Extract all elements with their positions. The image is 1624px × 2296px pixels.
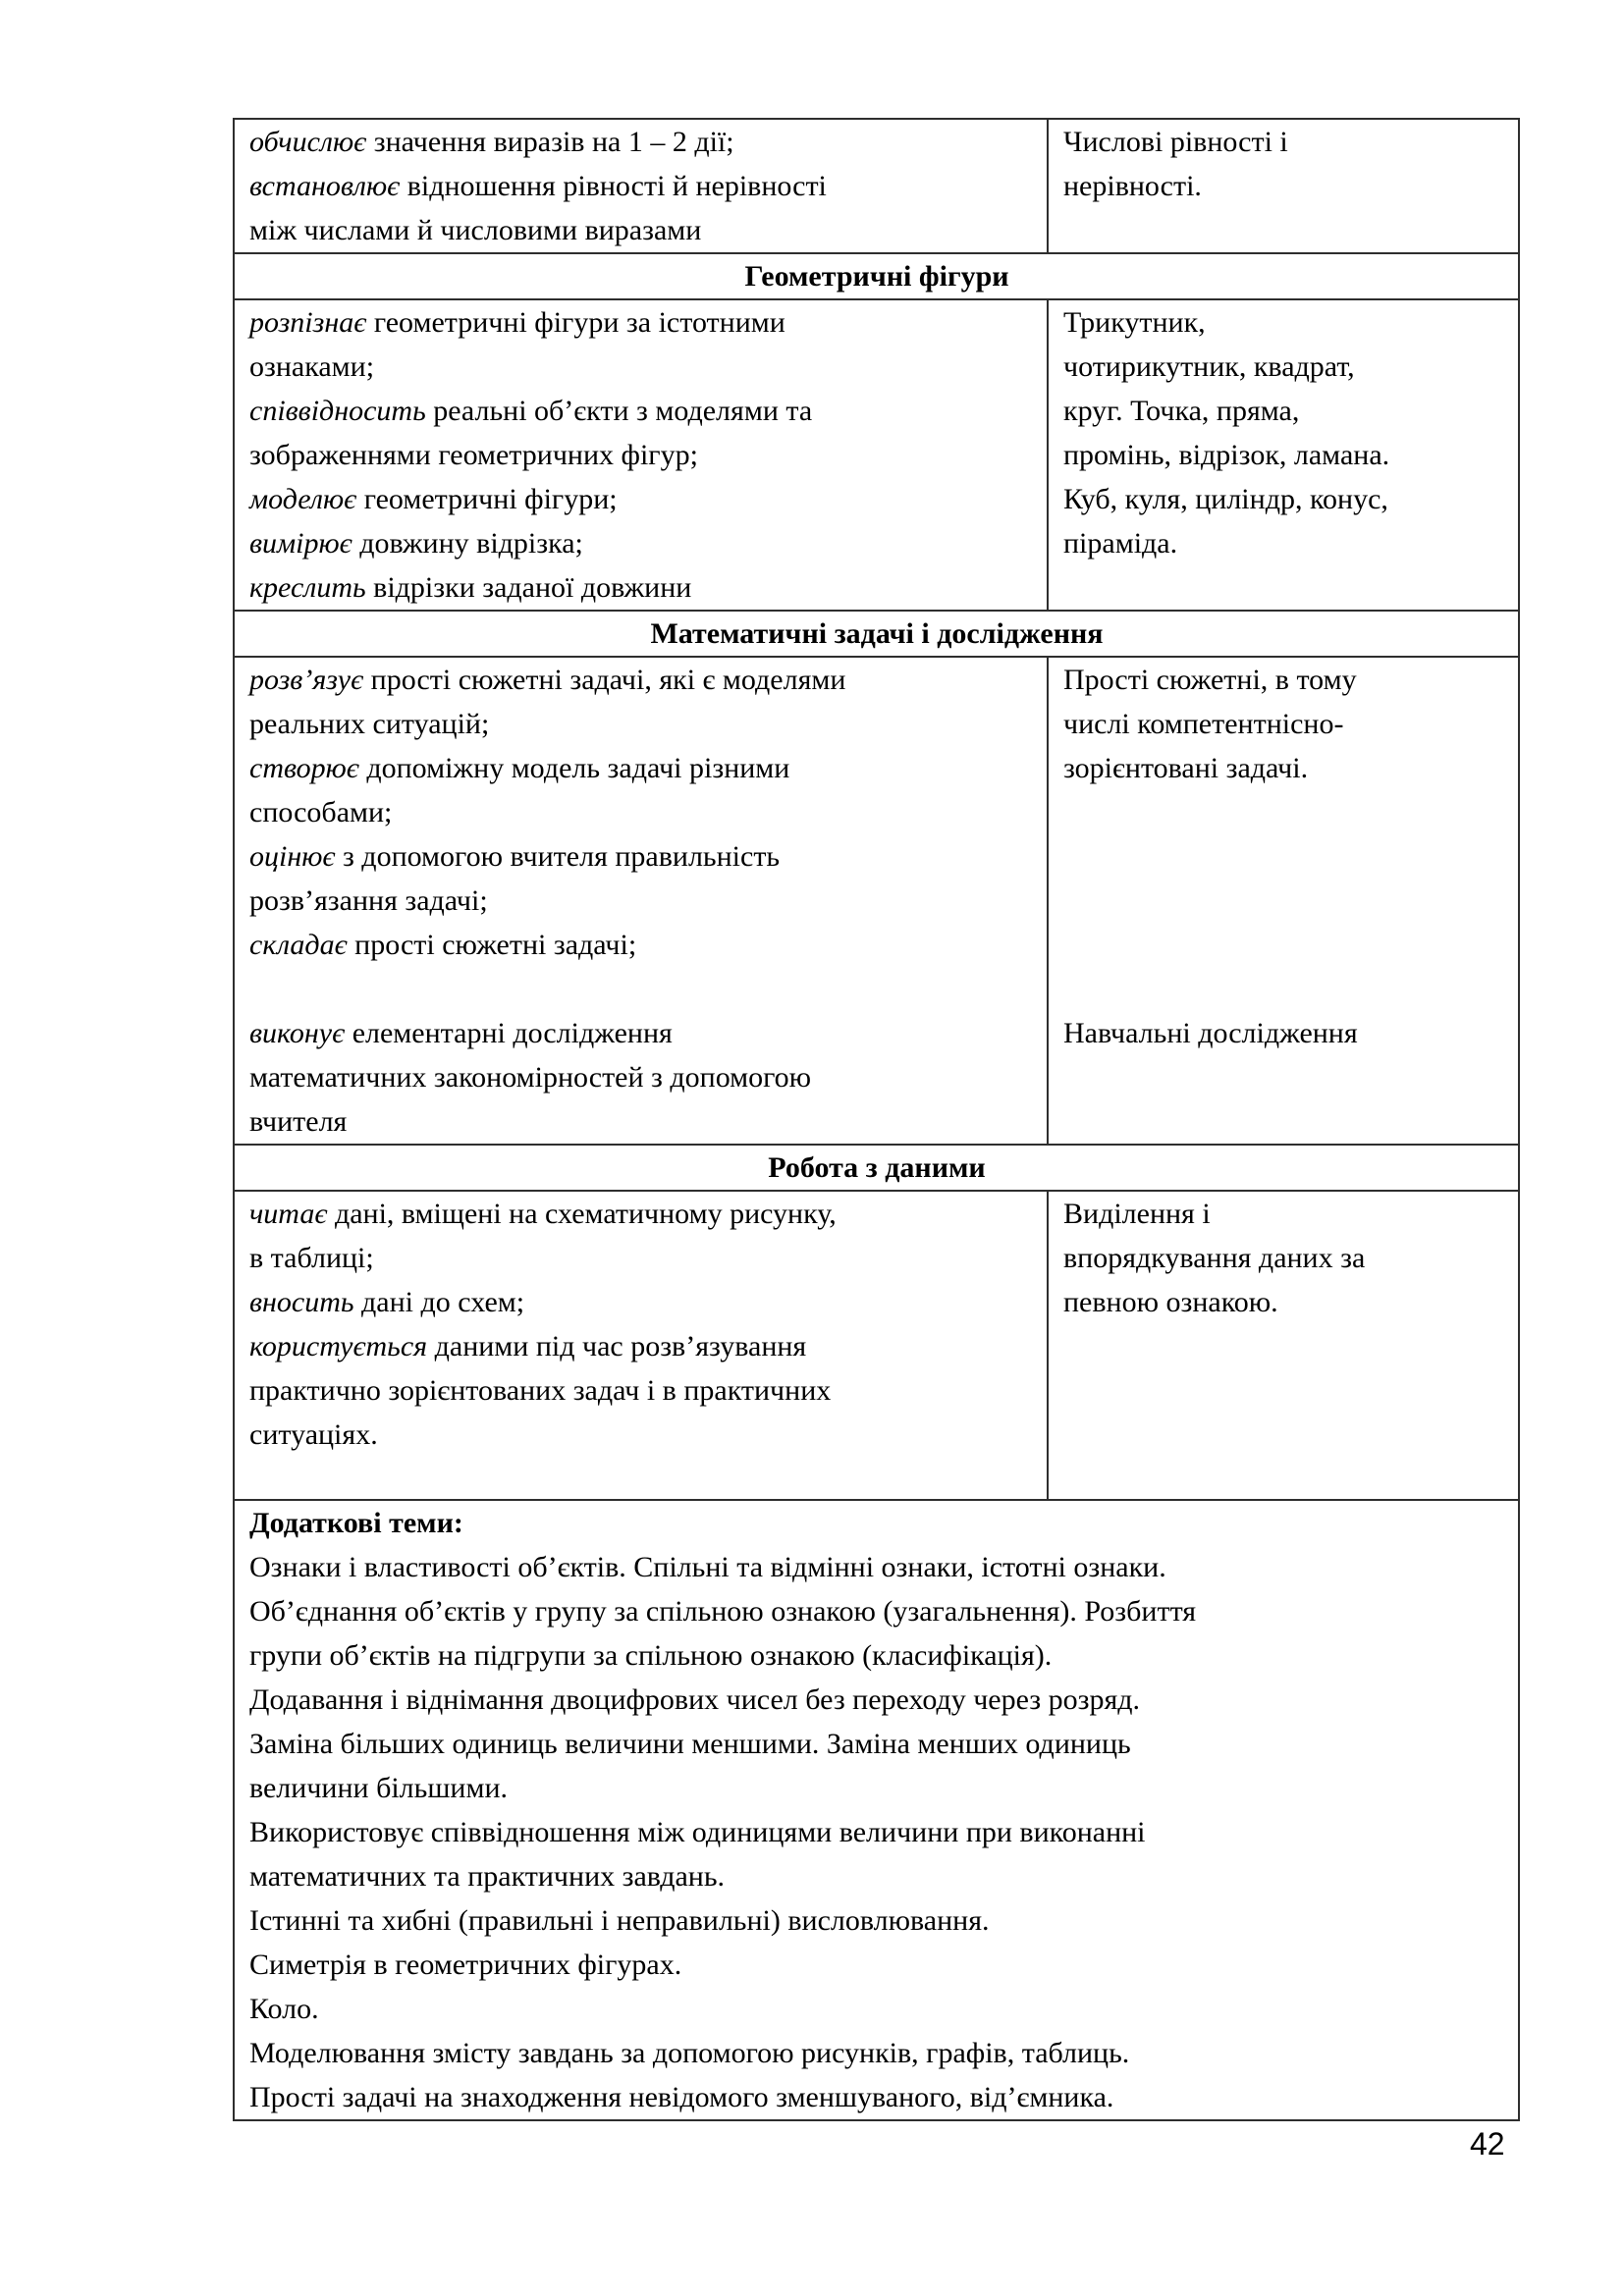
outcome-line: створює допоміжну модель задачі різними bbox=[249, 752, 790, 784]
additional-topic-line: Використовує співвідношення між одиницями величини при виконанні bbox=[249, 1816, 1146, 1848]
content-line: числі компетентнісно- bbox=[1063, 708, 1344, 740]
content-line bbox=[1063, 879, 1504, 923]
content-line: впорядкування даних за bbox=[1063, 1242, 1366, 1274]
outcome-line: розв’язує прості сюжетні задачі, які є моделями bbox=[249, 664, 846, 696]
outcome-line: моделює геометричні фігури; bbox=[249, 483, 618, 515]
action-verb: вносить bbox=[249, 1286, 354, 1318]
outcome-line: розпізнає геометричні фігури за істотними bbox=[249, 306, 785, 339]
action-verb: вимірює bbox=[249, 527, 352, 560]
additional-topics-cell bbox=[234, 1500, 1519, 2120]
additional-topic-line: Симетрія в геометричних фігурах. bbox=[249, 1949, 682, 1981]
outcome-line: вчителя bbox=[249, 1105, 348, 1138]
additional-topic-line: величини більшими. bbox=[249, 1772, 509, 1804]
content-line: чотирикутник, квадрат, bbox=[1063, 350, 1355, 383]
table-row bbox=[234, 1191, 1519, 1500]
outcome-line: між числами й числовими виразами bbox=[249, 214, 702, 246]
table-row bbox=[234, 119, 1519, 253]
content-line: Навчальні дослідження bbox=[1063, 1017, 1358, 1049]
action-verb: виконує bbox=[249, 1017, 346, 1049]
outcome-line: математичних закономірностей з допомогою bbox=[249, 1061, 812, 1094]
outcome-line: встановлює відношення рівності й нерівності bbox=[249, 170, 827, 202]
content-line bbox=[1063, 923, 1504, 967]
outcome-line: реальних ситуацій; bbox=[249, 708, 490, 740]
content-line: круг. Точка, пряма, bbox=[1063, 395, 1300, 427]
additional-topic-line: математичних та практичних завдань. bbox=[249, 1860, 726, 1893]
content-cell bbox=[1048, 119, 1519, 253]
action-verb: встановлює bbox=[249, 170, 401, 202]
outcome-line: співвідносить реальні об’єкти з моделями та bbox=[249, 395, 813, 427]
table-row bbox=[234, 657, 1519, 1145]
outcome-line: виконує елементарні дослідження bbox=[249, 1017, 673, 1049]
curriculum-table bbox=[233, 118, 1520, 2121]
content-line: зорієнтовані задачі. bbox=[1063, 752, 1309, 784]
outcomes-cell bbox=[234, 119, 1048, 253]
content-line: піраміда. bbox=[1063, 527, 1178, 560]
content-cell bbox=[1048, 299, 1519, 611]
content-line bbox=[1063, 790, 1504, 834]
section-row bbox=[234, 611, 1519, 657]
action-verb: співвідносить bbox=[249, 395, 426, 427]
content-line bbox=[1063, 967, 1504, 1011]
outcome-line: оцінює з допомогою вчителя правильність bbox=[249, 840, 781, 873]
action-verb: читає bbox=[249, 1198, 328, 1230]
outcome-line: читає дані, вміщені на схематичному рисунку, bbox=[249, 1198, 837, 1230]
content-line: Числові рівності і bbox=[1063, 126, 1288, 158]
section-header-math-problems: Математичні задачі і дослідження bbox=[234, 611, 1519, 657]
outcome-line: обчислює значення виразів на 1 – 2 дії; bbox=[249, 126, 734, 158]
action-verb: моделює bbox=[249, 483, 357, 515]
action-verb: створює bbox=[249, 752, 359, 784]
outcome-line: ситуаціях. bbox=[249, 1418, 378, 1451]
outcome-line: вимірює довжину відрізка; bbox=[249, 527, 583, 560]
action-verb: розпізнає bbox=[249, 306, 367, 339]
outcomes-cell bbox=[234, 657, 1048, 1145]
outcome-line: вносить дані до схем; bbox=[249, 1286, 525, 1318]
outcome-line: зображеннями геометричних фігур; bbox=[249, 439, 698, 471]
action-verb: обчислює bbox=[249, 126, 367, 158]
outcome-line: практично зорієнтованих задач і в практичних bbox=[249, 1374, 832, 1407]
additional-topic-line: Коло. bbox=[249, 1993, 319, 2025]
additional-topic-line: Істинні та хибні (правильні і неправильні) висловлювання. bbox=[249, 1904, 990, 1937]
additional-topics-title: Додаткові теми: bbox=[249, 1507, 463, 1539]
content-line: Прості сюжетні, в тому bbox=[1063, 664, 1357, 696]
action-verb: користується bbox=[249, 1330, 428, 1362]
section-row bbox=[234, 253, 1519, 299]
outcomes-cell bbox=[234, 1191, 1048, 1500]
content-line: промінь, відрізок, ламана. bbox=[1063, 439, 1390, 471]
outcome-line: в таблиці; bbox=[249, 1242, 374, 1274]
additional-topic-line: групи об’єктів на підгрупи за спільною ознакою (класифікація). bbox=[249, 1639, 1053, 1672]
section-row bbox=[234, 1145, 1519, 1191]
outcome-line: користується даними під час розв’язування bbox=[249, 1330, 807, 1362]
outcome-line bbox=[249, 967, 1033, 1011]
action-verb: креслить bbox=[249, 571, 366, 604]
additional-topic-line: Заміна більших одиниць величини меншими. Заміна менших одиниць bbox=[249, 1728, 1131, 1760]
content-line: певною ознакою. bbox=[1063, 1286, 1278, 1318]
table-row bbox=[234, 299, 1519, 611]
content-cell bbox=[1048, 657, 1519, 1145]
content-line: нерівності. bbox=[1063, 170, 1202, 202]
outcomes-cell bbox=[234, 299, 1048, 611]
content-cell bbox=[1048, 1191, 1519, 1500]
content-line: Трикутник, bbox=[1063, 306, 1206, 339]
action-verb: розв’язує bbox=[249, 664, 364, 696]
page-number: 42 bbox=[1470, 2126, 1505, 2162]
additional-topic-line: Моделювання змісту завдань за допомогою рисунків, графів, таблиць. bbox=[249, 2037, 1130, 2069]
section-header-data: Робота з даними bbox=[234, 1145, 1519, 1191]
additional-topic-line: Ознаки і властивості об’єктів. Спільні та відмінні ознаки, істотні ознаки. bbox=[249, 1551, 1166, 1583]
action-verb: складає bbox=[249, 929, 348, 961]
outcome-line: креслить відрізки заданої довжини bbox=[249, 571, 692, 604]
additional-topic-line: Додавання і віднімання двоцифрових чисел без переходу через розряд. bbox=[249, 1683, 1141, 1716]
content-line bbox=[1063, 834, 1504, 879]
outcome-line: ознаками; bbox=[249, 350, 375, 383]
additional-topic-line: Прості задачі на знаходження невідомого зменшуваного, від’ємника. bbox=[249, 2081, 1114, 2113]
section-header-geometry: Геометричні фігури bbox=[234, 253, 1519, 299]
outcome-line: складає прості сюжетні задачі; bbox=[249, 929, 637, 961]
outcome-line: способами; bbox=[249, 796, 393, 828]
outcome-line: розв’язання задачі; bbox=[249, 884, 488, 917]
action-verb: оцінює bbox=[249, 840, 336, 873]
additional-topic-line: Об’єднання об’єктів у групу за спільною ознакою (узагальнення). Розбиття bbox=[249, 1595, 1197, 1628]
content-line: Виділення і bbox=[1063, 1198, 1211, 1230]
additional-topics-row bbox=[234, 1500, 1519, 2120]
content-line: Куб, куля, циліндр, конус, bbox=[1063, 483, 1388, 515]
